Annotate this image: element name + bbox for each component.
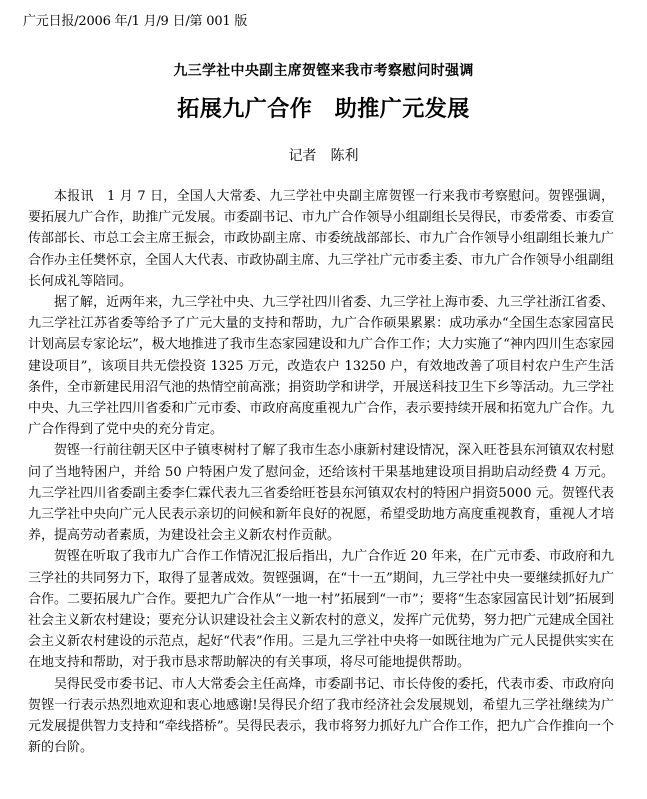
publication-dateline: 广元日报/2006 年/1 月/9 日/第 001 版 [23,14,248,29]
article-paragraph: 贺铿在听取了我市九广合作工作情况汇报后指出，九广合作近 20 年来，在广元市委、市政府和九三学社的共同努力下，取得了显著成效。贺铿强调，在“十一五”期间，九三学社中央一要继续抓好九广合作。二要拓展九广合作。要把九广合作从“一地一村”拓展到“一市”；要将“生态家园富民计划”拓展到社会主义新农村建设；要充分认识建设社会主义新农村的意义，发挥广元优势，努力把广元建成全国社会主义新农村建设的示范点，起好“代表”作用。三是九三学社中央将一如既往地为广元人民提供实实在在地支持和帮助，对于我市恳求帮助解决的有关事项，将尽可能地提供帮助。 [28,549,614,671]
article-paragraph: 本报讯 1 月 7 日，全国人大常委、九三学社中央副主席贺铿一行来我市考察慰问。贺铿强调，要拓展九广合作，助推广元发展。市委副书记、市九广合作领导小组副组长吴得民，市委常委、市委宣传部部长、市总工会主席王振会，市政协副主席、市委统战部部长、市九广合作领导小组副组长兼九广合作办主任樊怀京，全国人大代表、市政协副主席、九三学社广元市委主委、市九广合作领导小组副组长何成礼等陪同。 [28,189,614,289]
article-byline: 记者 陈利 [288,148,359,164]
article-subtitle: 九三学社中央副主席贺铿来我市考察慰问时强调 [173,63,474,79]
article-body [28,186,614,758]
article-paragraph: 贺铿一行前往朝天区中子镇枣树村了解了我市生态小康新村建设情况，深入旺苍县东河镇双农村慰问了当地特困户，并给 50 户特困户发了慰问金，还给该村干果基地建设项目捐助启动经费 4 万元。九三学社四川省委副主委李仁霖代表九三省委给旺苍县东河镇双农村的特困户捐资5000 元。贺铿代表九三学社中央向广元人民表示亲切的问候和新年良好的祝愿，希望受助地方高度重视教育，重视人才培养，提高劳动者素质，为建设社会主义新农村作贡献。 [28,443,614,544]
article-paragraph: 据了解，近两年来，九三学社中央、九三学社四川省委、九三学社上海市委、九三学社浙江省委、九三学社江苏省委等给予了广元大量的支持和帮助，九广合作硕果累累：成功承办“全国生态家园富民计划高层专家论坛”，极大地推进了我市生态家园建设和九广合作工作；大力实施了“神内四川生态家园建设项目”，该项目共无偿投资 1325 万元，改造农户 13250 户，有效地改善了项目村农户生产生活条件，全市新建民用沼气池的热情空前高涨；捐资助学和讲学，开展送科技卫生下乡等活动。九三学社中央、九三学社四川省委和广元市委、市政府高度重视九广合作，表示要持续开展和拓宽九广合作。九广合作得到了党中央的充分肯定。 [28,295,614,438]
article-headline: 拓展九广合作 助推广元发展 [177,96,470,122]
article-paragraph: 吴得民受市委书记、市人大常委会主任高烽，市委副书记、市长侍俊的委托，代表市委、市政府向贺铿一行表示热烈地欢迎和衷心地感谢!吴得民介绍了我市经济社会发展规划，希望九三学社继续为广元发展提供智力支持和“牵线搭桥”。吴得民表示，我市将努力抓好九广合作工作，把九广合作推向一个新的台阶。 [28,676,614,756]
